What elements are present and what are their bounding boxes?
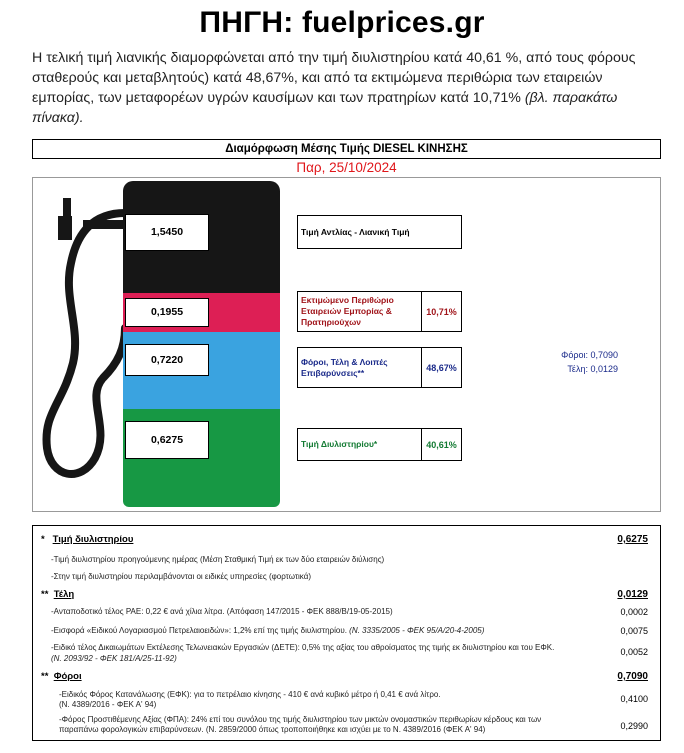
- refinery-note-1: -Τιμή διυλιστηρίου προηγούμενης ημέρας (Μέση Σταθμική Τιμή εκ των δύο εταιρειών διύλισης): [51, 555, 385, 564]
- tax-vat-value: 0,2990: [620, 721, 648, 731]
- intro-italic: (βλ. παρακάτω πίνακα).: [32, 90, 618, 126]
- refinery-heading: [41, 534, 133, 545]
- refinery-pct: 40,61%: [421, 428, 462, 461]
- side-taxes-value: 0,7090: [590, 350, 618, 360]
- notes-table: [32, 525, 661, 741]
- fees-heading: [41, 589, 74, 600]
- fee-dete-value: 0,0052: [620, 647, 648, 657]
- fee-special-account: -Εισφορά «Ειδικού Λογαριασμού Πετρελαιοειδών»: 1,2% επί της τιμής διυλιστηρίου. (Ν. 3335/2005 - ΦΕΚ 95/Α/20-4-2005): [51, 626, 485, 635]
- margin-label: Εκτιμώμενο Περιθώριο Εταιρειών Εμπορίας & Πρατηριούχων: [297, 291, 423, 332]
- fee-special-account-value: 0,0075: [620, 626, 648, 636]
- taxes-pct: 48,67%: [421, 347, 462, 388]
- intro-paragraph: [32, 48, 660, 128]
- price-diagram: [32, 177, 661, 512]
- side-fees-value: 0,0129: [590, 364, 618, 374]
- side-fees-label: Τέλη:: [567, 364, 588, 374]
- taxes-mark: **: [41, 671, 49, 682]
- tax-vat: -Φόρος Προστιθέμενης Αξίας (ΦΠΑ): 24% επί του συνόλου της τιμής διυλιστηρίου των μικτών ονομαστικών περιθωρίων κέρδους και των: [59, 715, 542, 724]
- refinery-value: 0,6275: [125, 421, 209, 459]
- taxes-value: 0,7220: [125, 344, 209, 376]
- retail-price-value: 1,5450: [125, 214, 209, 251]
- margin-pct: 10,71%: [421, 291, 462, 332]
- refinery-total: 0,6275: [617, 534, 648, 545]
- page-title: ΠΗΓΗ: fuelprices.gr: [199, 6, 485, 39]
- taxes-heading: [41, 671, 82, 682]
- date-label: Παρ, 25/10/2024: [296, 160, 397, 175]
- tax-efk: -Ειδικός Φόρος Κατανάλωσης (ΕΦΚ): για το πετρέλαιο κίνησης - 410 € ανά κυβικό μέτρο ή 0,41 € ανά λίτρο.: [59, 690, 441, 699]
- tax-efk-value: 0,4100: [620, 694, 648, 704]
- taxes-total: 0,7090: [617, 671, 648, 682]
- side-taxes-label: Φόροι:: [561, 350, 588, 360]
- taxes-label: Φόροι, Τέλη & Λοιπές Επιβαρύνσεις**: [297, 347, 423, 388]
- refinery-label: Τιμή Διυλιστηρίου*: [297, 428, 423, 461]
- fee-rae: -Ανταποδοτικό τέλος ΡΑΕ: 0,22 € ανά χίλια λίτρα. (Απόφαση 147/2015 - ΦΕΚ 888/Β/19-05-2015): [51, 607, 393, 616]
- fee-dete-ref: (Ν. 2093/92 - ΦΕΚ 181/Α/25-11-92): [51, 654, 177, 663]
- fee-rae-value: 0,0002: [620, 607, 648, 617]
- tax-efk-ref: (Ν. 4389/2016 - ΦΕΚ Α' 94): [59, 700, 157, 709]
- fee-dete: -Ειδικό τέλος Δικαιωμάτων Εκτέλεσης Τελωνειακών Εργασιών (ΔΕΤΕ): 0,5% της αξίας του αθροίσματος της τιμής εκ διυλιστηρίου και του ΕΦΚ.: [51, 643, 555, 652]
- taxes-title: Φόροι: [53, 671, 82, 682]
- fees-title: Τέλη: [53, 589, 75, 600]
- table-header: Διαμόρφωση Μέσης Τιμής DIESEL ΚΙΝΗΣΗΣ: [32, 139, 661, 159]
- fees-total: 0,0129: [617, 589, 648, 600]
- taxes-fees-breakdown: [561, 348, 618, 376]
- refinery-note-2: -Στην τιμή διυλιστηρίου περιλαμβάνονται οι ειδικές υπηρεσίες (φορτωτικά): [51, 572, 311, 581]
- intro-text: Η τελική τιμή λιανικής διαμορφώνεται από την τιμή διυλιστηρίου κατά 40,61 %, από τους φόρους σταθερούς και μεταβλητούς) κατά 48,67%, και από τα εκτιμώμενα περιθώρια των εταιρειών εμπορίας, των μεταφορέων υγρών καυσίμων και των πρατηρίων κατά 10,71%: [32, 50, 636, 106]
- fees-mark: **: [41, 589, 49, 600]
- refinery-mark: *: [41, 534, 45, 545]
- tax-vat-ref: παραπάνω φορολογικών επιβαρύνσεων. (Ν. 2859/2000 όπως τροποποιήθηκε και ισχύει με το Ν. 4389/2016 (ΦΕΚ Α' 94): [59, 725, 486, 734]
- margin-value: 0,1955: [125, 298, 209, 327]
- retail-price-label: Τιμή Αντλίας - Λιανική Τιμή: [297, 215, 462, 249]
- refinery-title: Τιμή διυλιστηρίου: [52, 534, 134, 545]
